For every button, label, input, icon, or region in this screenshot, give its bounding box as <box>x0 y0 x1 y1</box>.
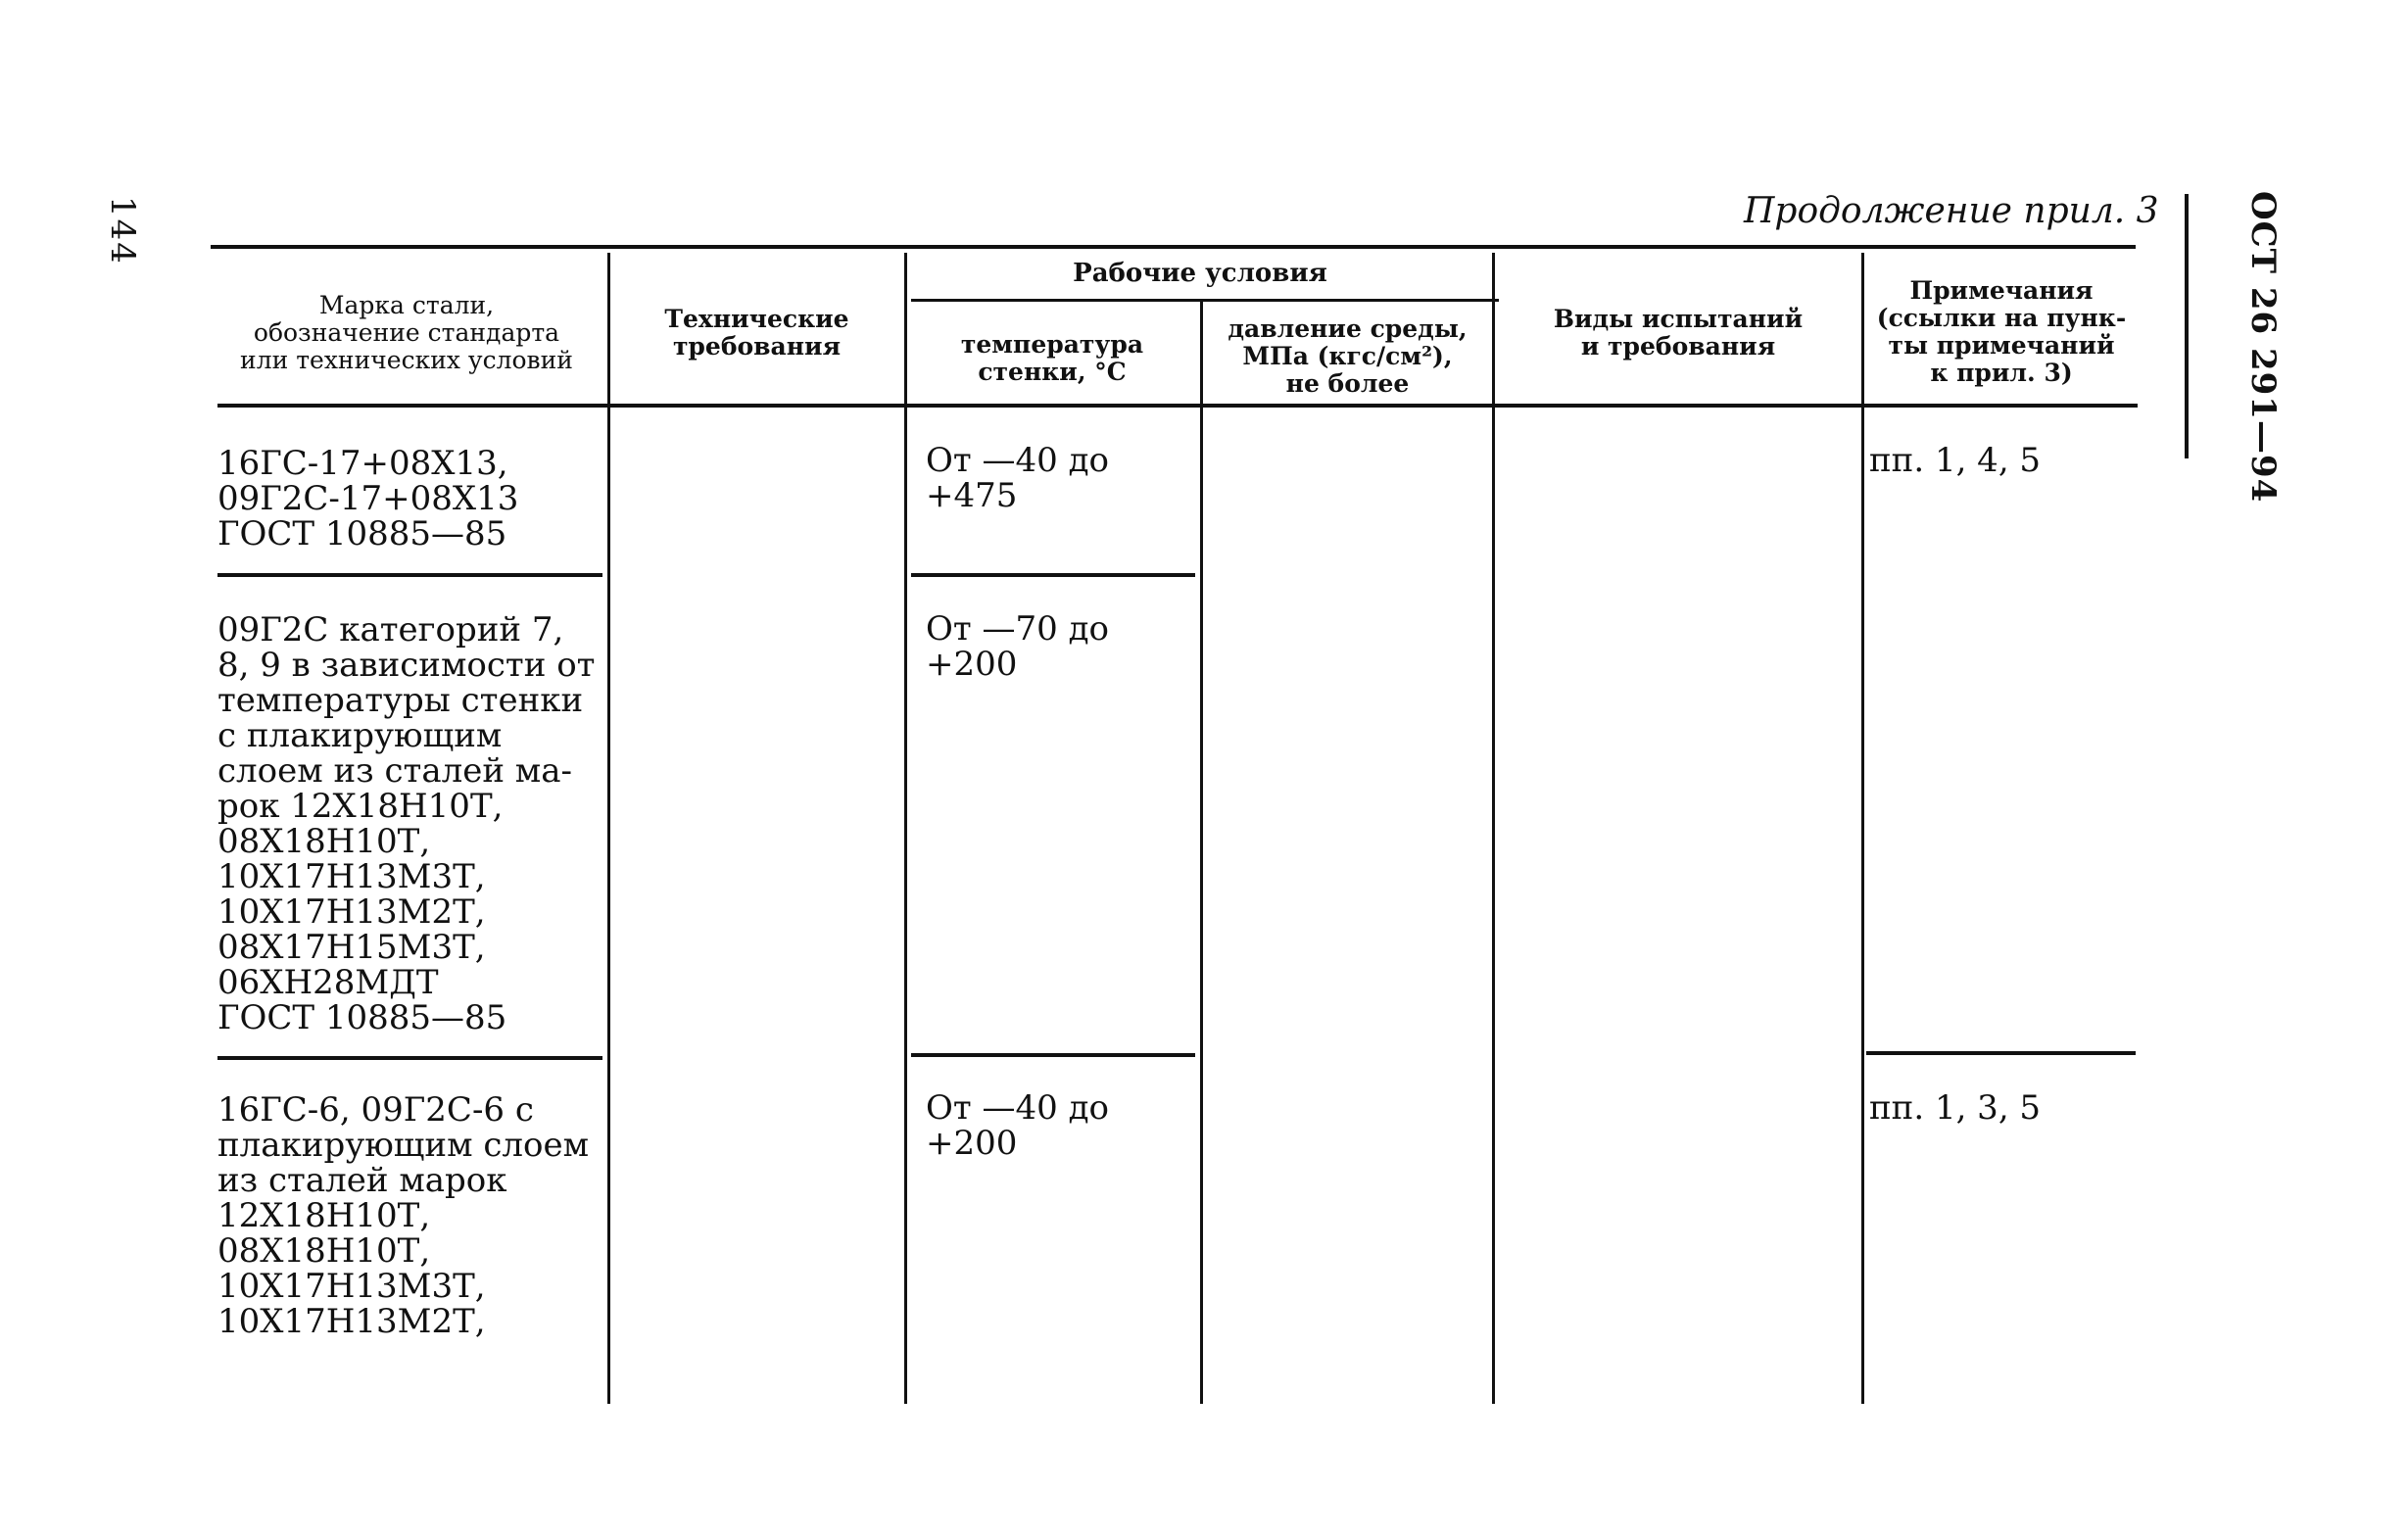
header-steel-mark: Марка стали, обозначение стандарта или технических условий <box>240 291 573 374</box>
row3-wall-temperature: От —40 до +200 <box>926 1088 1109 1163</box>
row1-steel-mark: 16ГС-17+08Х13, 09Г2С-17+08Х13 ГОСТ 10885—85 <box>217 444 519 553</box>
row2-bottom-rule-notes <box>1866 1051 2136 1055</box>
col-divider-4 <box>1492 253 1495 1404</box>
header-working-conditions: Рабочие условия <box>1073 259 1327 288</box>
header-notes: Примечания (ссылки на пунк- ты примечаний к прил. 3) <box>1876 276 2127 387</box>
row3-notes: пп. 1, 3, 5 <box>1869 1088 2042 1128</box>
header-wall-temperature: температура стенки, °С <box>960 330 1144 386</box>
table-top-rule <box>211 245 2136 249</box>
header-medium-pressure: давление среды, МПа (кгс/см²), не более <box>1228 314 1468 398</box>
row2-steel-mark: 09Г2С категорий 7, 8, 9 в зависимости от температуры стенки с плакирующим слоем из сталей ма- рок 12Х18Н10Т, 08Х18Н10Т, 10Х17Н13М3Т, 10Х17Н13М2Т, 08Х17Н15М3Т, 06ХН28МДТ ГОСТ 10885—85 <box>217 610 596 1037</box>
header-tests: Виды испытаний и требования <box>1553 305 1804 361</box>
row2-bottom-rule-temp <box>911 1053 1195 1057</box>
row1-bottom-rule-temp <box>911 573 1195 577</box>
continuation-caption: Продолжение прил. 3 <box>1744 191 2159 231</box>
col-divider-2 <box>904 253 907 1404</box>
row1-wall-temperature: От —40 до +475 <box>926 441 1109 515</box>
document-code: ОСТ 26 291—94 <box>2243 191 2283 504</box>
row2-bottom-rule-mark <box>217 1056 602 1060</box>
header-bottom-rule <box>217 404 2138 408</box>
col-divider-5 <box>1861 253 1864 1404</box>
row1-notes: пп. 1, 4, 5 <box>1869 441 2042 480</box>
header-technical-requirements: Технические требования <box>664 305 849 361</box>
row3-steel-mark: 16ГС-6, 09Г2С-6 с плакирующим слоем из сталей марок 12Х18Н10Т, 08Х18Н10Т, 10Х17Н13М3Т, 10Х17Н13М2Т, <box>217 1090 590 1341</box>
row1-bottom-rule-mark <box>217 573 602 577</box>
col-divider-3 <box>1200 302 1203 1404</box>
working-conditions-rule <box>911 299 1499 302</box>
page-number: 144 <box>103 196 142 265</box>
row2-wall-temperature: От —70 до +200 <box>926 609 1109 684</box>
col-divider-1 <box>607 253 610 1404</box>
doc-code-rule <box>2185 194 2189 458</box>
